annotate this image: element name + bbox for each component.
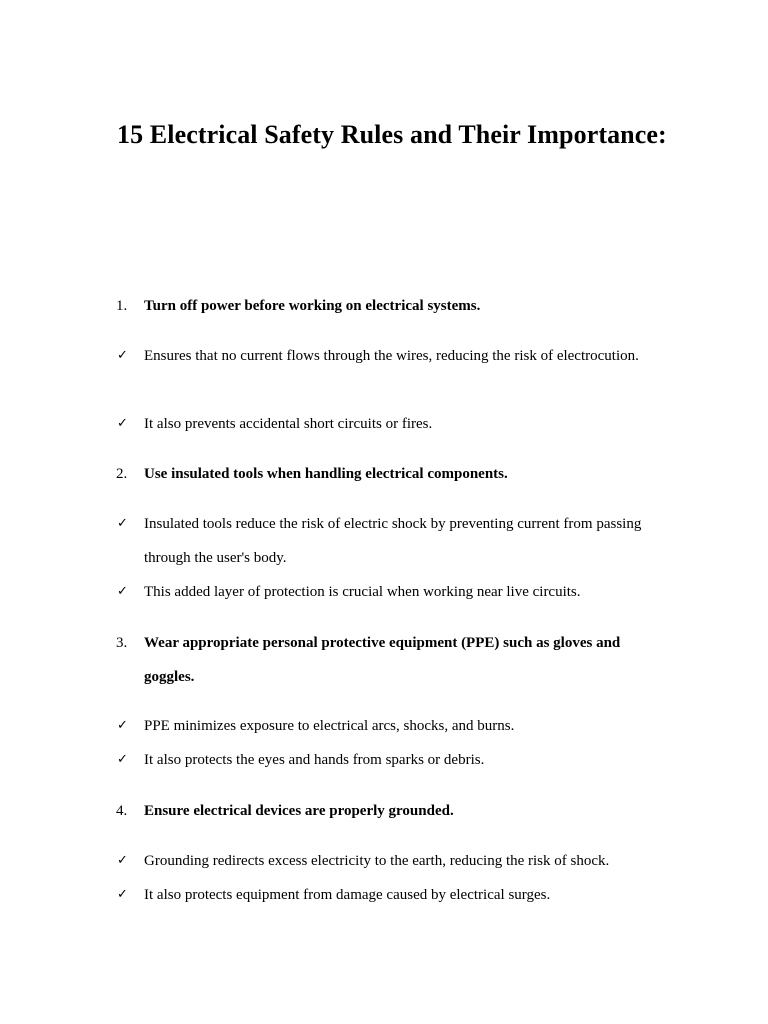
checkmark-icon: ✓	[117, 718, 128, 733]
checkmark-icon: ✓	[117, 853, 128, 868]
section-heading-text: Use insulated tools when handling electrical components.	[144, 466, 508, 482]
section-heading-text: Ensure electrical devices are properly grounded.	[144, 803, 454, 819]
section-number: 3.	[116, 635, 128, 651]
checkmark-icon: ✓	[117, 584, 128, 599]
point-text: Grounding redirects excess electricity to the earth, reducing the risk of shock.	[144, 853, 610, 869]
document-title: 15 Electrical Safety Rules and Their Importance:	[117, 120, 667, 149]
point-text: PPE minimizes exposure to electrical arcs, shocks, and burns.	[144, 718, 515, 734]
checkmark-icon: ✓	[117, 887, 128, 902]
section-number: 1.	[116, 298, 128, 314]
point-text: This added layer of protection is crucial when working near live circuits.	[144, 584, 581, 600]
checkmark-icon: ✓	[117, 416, 128, 431]
point-text: Insulated tools reduce the risk of electric shock by preventing current from passing through the user's body.	[144, 516, 642, 566]
point-text: It also protects the eyes and hands from sparks or debris.	[144, 752, 485, 768]
section-heading-text: Wear appropriate personal protective equipment (PPE) such as gloves and goggles.	[144, 635, 621, 685]
checkmark-icon: ✓	[117, 516, 128, 531]
section-heading-text: Turn off power before working on electrical systems.	[144, 298, 481, 314]
point-text: It also protects equipment from damage caused by electrical surges.	[144, 887, 551, 903]
checkmark-icon: ✓	[117, 752, 128, 767]
section-number: 2.	[116, 466, 128, 482]
point-text: Ensures that no current flows through the wires, reducing the risk of electrocution.	[144, 348, 639, 364]
checkmark-icon: ✓	[117, 348, 128, 363]
section-number: 4.	[116, 803, 128, 819]
point-text: It also prevents accidental short circuits or fires.	[144, 416, 433, 432]
